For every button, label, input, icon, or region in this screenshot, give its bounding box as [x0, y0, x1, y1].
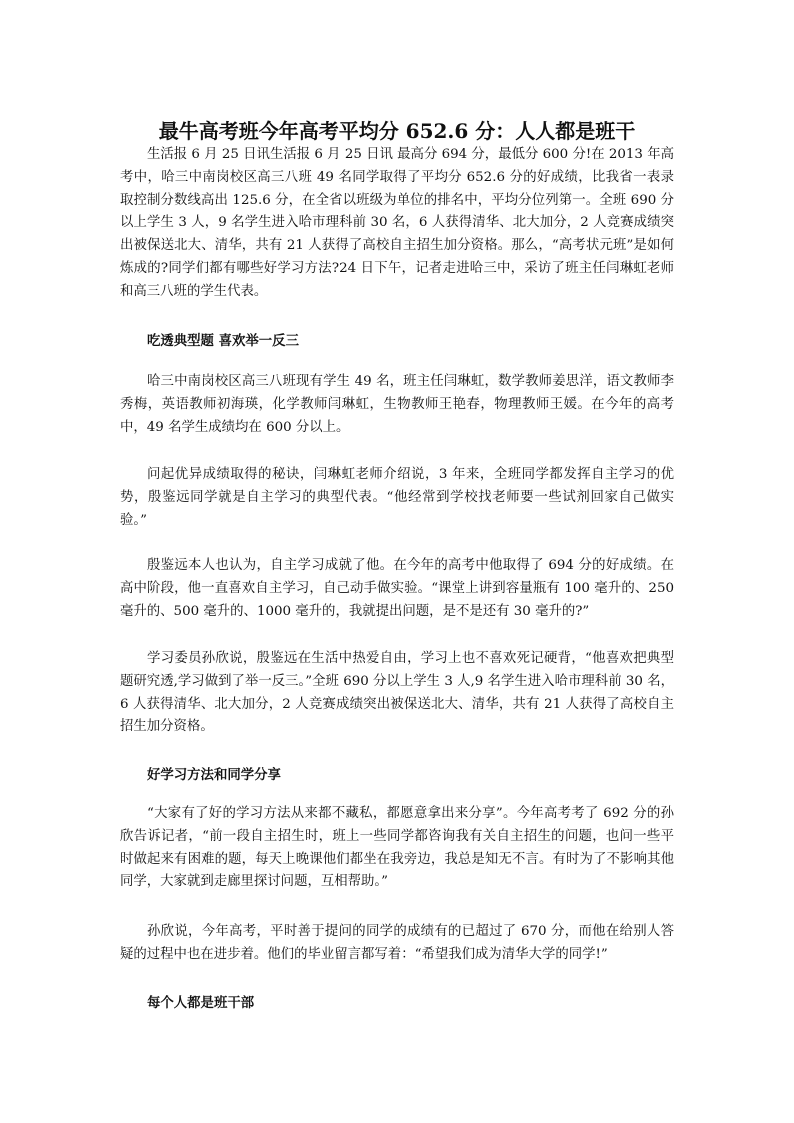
paragraph-class-teachers: 哈三中南岗校区高三八班现有学生 49 名，班主任闫琳虹，数学教师姜思洋，语文教师李秀梅，英语教师初海瑛，化学教师闫琳虹，生物教师王艳春，物理教师王媛。在今年的高考中，49 名学生成绩均在 600 分以上。 [120, 374, 674, 435]
section-heading-typical-problems: 吃透典型题 喜欢举一反三 [147, 333, 299, 349]
article-title: 最牛高考班今年高考平均分 652.6 分：人人都是班干 [158, 119, 636, 144]
paragraph-sharing-quote: “大家有了好的学习方法从来都不藏私，都愿意拿出来分享”。今年高考考了 692 分的孙欣告诉记者，“前一段自主招生时，班上一些同学都咨询我有关自主招生的问题，也问一些平时做起来有困难的题，每天上晚课他们都坐在我旁边，我总是知无不言。有时为了不影响其他同学，大家就到走廊里探讨问题，互相帮助。” [120, 806, 674, 890]
paragraph-study-committee: 学习委员孙欣说，殷鉴远在生活中热爱自由，学习上也不喜欢死记硬背，“他喜欢把典型题研究透,学习做到了举一反三。”全班 690 分以上学生 3 人,9 名学生进入哈市理科前 30 名，6 人获得清华、北大加分，2 人竞赛成绩突出被保送北大、清华，共有 21 人获得了高校自主招生加分资格。 [120, 651, 674, 735]
intro-paragraph: 生活报 6 月 25 日讯生活报 6 月 25 日讯 最高分 694 分，最低分 600 分!在 2013 年高考中，哈三中南岗校区高三八班 49 名同学取得了平均分 652.6 分的好成绩，比我省一表录取控制分数线高出 125.6 分，在全省以班级为单位的排名中，平均分位列第一。全班 690 分以上学生 3 人，9 名学生进入哈市理科前 30 名，6 人获得清华、北大加分，2 人竞赛成绩突出被保送北大、清华，共有 21 人获得了高校自主招生加分资格。那么，“高考状元班”是如何炼成的?同学们都有哪些好学习方法?24 日下午，记者走进哈三中，采访了班主任闫琳虹老师和高三八班的学生代表。 [120, 147, 674, 299]
paragraph-graduation-message: 孙欣说，今年高考，平时善于提问的同学的成绩有的已超过了 670 分，而他在给别人答疑的过程中也在进步着。他们的毕业留言都写着：“希望我们成为清华大学的同学!” [120, 924, 674, 962]
section-heading-sharing-methods: 好学习方法和同学分享 [147, 767, 281, 783]
paragraph-secret-of-success: 问起优异成绩取得的秘诀，闫琳虹老师介绍说，3 年来，全班同学都发挥自主学习的优势，殷鉴远同学就是自主学习的典型代表。“他经常到学校找老师要一些试剂回家自己做实验。” [120, 467, 674, 528]
section-heading-class-cadre: 每个人都是班干部 [147, 995, 255, 1011]
paragraph-self-study: 殷鉴远本人也认为，自主学习成就了他。在今年的高考中他取得了 694 分的好成绩。在高中阶段，他一直喜欢自主学习，自己动手做实验。“课堂上讲到容量瓶有 100 毫升的、250 毫升的、500 毫升的、1000 毫升的，我就提出问题，是不是还有 30 毫升的?” [120, 558, 674, 619]
